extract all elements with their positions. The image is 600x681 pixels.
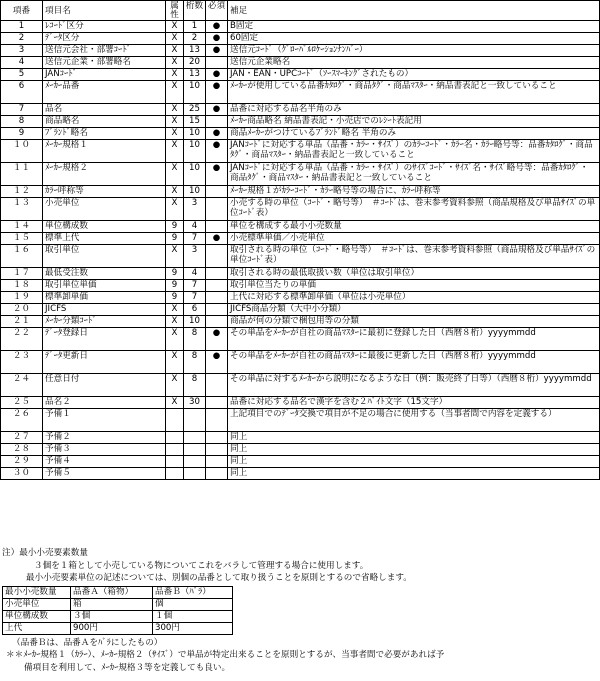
row-no: １１: [1, 163, 43, 186]
notes-line: ３個を１箱として小売している物についてこれをバラして管理する場合に使用します。: [34, 560, 369, 571]
row-item-name: ﾒｰｶｰ分類ｺｰﾄﾞ: [43, 316, 166, 328]
row-digits: 3: [184, 245, 206, 268]
unit-table-cell: １個: [153, 610, 233, 622]
row-required-mark: ●: [206, 128, 228, 140]
row-required-mark: ●: [206, 45, 228, 57]
spec-row: [1, 280, 600, 292]
row-attribute: X: [166, 186, 184, 198]
row-remarks: ﾒｰｶｰが使用している品番ｶﾀﾛｸﾞ・商品ﾀｸﾞ・商品ﾏｽﾀｰ・納品書表記と一致していること: [228, 81, 600, 104]
row-attribute: X: [166, 163, 184, 186]
row-digits: 3: [184, 198, 206, 221]
unit-table-row: [3, 598, 233, 610]
row-required-mark: [206, 432, 228, 444]
row-remarks: 小売する時の単位（ｺｰﾄﾞ・略号等） ＃ｺｰﾄﾞは、巻末参考資料参照（商品規格及び単品ｻｲｽﾞの単位ｺｰﾄﾞ表）: [228, 198, 600, 221]
row-digits: 10: [184, 128, 206, 140]
row-required-mark: [206, 456, 228, 468]
row-remarks: 品番に対応する品名で漢字を含む２ﾊﾞｲﾄ文字（15文字）: [228, 397, 600, 409]
spec-row: [1, 186, 600, 198]
row-no: 7: [1, 104, 43, 116]
row-digits: 7: [184, 233, 206, 245]
row-no: １５: [1, 233, 43, 245]
row-no: １６: [1, 245, 43, 268]
row-remarks: 同上: [228, 444, 600, 456]
row-no: ２１: [1, 316, 43, 328]
row-required-mark: ●: [206, 69, 228, 81]
row-attribute: X: [166, 57, 184, 69]
row-required-mark: ●: [206, 328, 228, 351]
row-required-mark: ●: [206, 140, 228, 163]
row-remarks: その単品に対するﾒｰｶｰから説明になるような日（例：販売終了日等）（西暦８桁）yyyymmdd: [228, 374, 600, 397]
unit-table-cell: 品番Ａ（箱物）: [71, 586, 153, 598]
row-item-name: 取引単位単価: [43, 280, 166, 292]
row-no: 8: [1, 116, 43, 128]
unit-table-cell: 品番Ｂ（ﾊﾞﾗ）: [153, 586, 233, 598]
row-item-name: 予備５: [43, 468, 166, 480]
row-remarks: 商品が何の分類で梱包用等の分類: [228, 316, 600, 328]
row-attribute: 9: [166, 221, 184, 233]
row-remarks: JICFS商品分類（大中小分類）: [228, 304, 600, 316]
row-item-name: ｶﾗｰ呼称等: [43, 186, 166, 198]
row-digits: 15: [184, 116, 206, 128]
row-item-name: ﾌﾞﾗﾝﾄﾞ略名: [43, 128, 166, 140]
row-required-mark: [206, 292, 228, 304]
row-remarks: 単位を構成する最小小売数量: [228, 221, 600, 233]
row-attribute: [166, 468, 184, 480]
row-digits: [184, 456, 206, 468]
row-no: 2: [1, 33, 43, 45]
row-item-name: ﾒｰｶｰ規格１: [43, 140, 166, 163]
row-attribute: X: [166, 374, 184, 397]
spec-row: [1, 397, 600, 409]
row-digits: 4: [184, 268, 206, 280]
spec-row: [1, 468, 600, 480]
row-digits: 8: [184, 328, 206, 351]
row-required-mark: [206, 186, 228, 198]
spec-row: [1, 57, 600, 69]
spec-row: [1, 21, 600, 33]
row-no: ２２: [1, 328, 43, 351]
notes-line: ＊＊ﾒｰｶｰ規格１（ｶﾗｰ）、ﾒｰｶｰ規格２（ｻｲｽﾞ）で単品が特定出来ることを原則とするが、当事者間で必要があれば予: [6, 650, 445, 660]
row-required-mark: [206, 304, 228, 316]
header-required: 必須: [206, 1, 228, 21]
unit-table-cell: 900円: [71, 622, 153, 634]
row-required-mark: ●: [206, 81, 228, 104]
spec-row: [1, 140, 600, 163]
row-attribute: [166, 456, 184, 468]
spec-row: [1, 163, 600, 186]
row-attribute: X: [166, 245, 184, 268]
row-required-mark: ●: [206, 233, 228, 245]
row-attribute: X: [166, 304, 184, 316]
spec-row: [1, 116, 600, 128]
row-attribute: X: [166, 81, 184, 104]
row-remarks: ﾒｰｶｰ規格１がｶﾗｰｺｰﾄﾞ・ｶﾗｰ略号等の場合に、ｶﾗｰ呼称等: [228, 186, 600, 198]
row-remarks: JAN・EAN・UPCｺｰﾄﾞ（ｿｰｽﾏｰｷﾝｸﾞされたもの）: [228, 69, 600, 81]
row-item-name: 商品略名: [43, 116, 166, 128]
row-attribute: X: [166, 33, 184, 45]
row-digits: [184, 409, 206, 432]
row-no: 1: [1, 21, 43, 33]
row-digits: 2: [184, 33, 206, 45]
row-remarks: その単品をﾒｰｶｰが自社の商品ﾏｽﾀｰに最後に更新した日（西暦８桁）yyyymmdd: [228, 351, 600, 374]
row-no: ３０: [1, 468, 43, 480]
row-required-mark: [206, 280, 228, 292]
row-digits: 13: [184, 69, 206, 81]
row-no: １２: [1, 186, 43, 198]
row-required-mark: [206, 198, 228, 221]
notes-line: 備項目を利用して、ﾒｰｶｰ規格３等を定義しても良い。: [24, 662, 231, 673]
row-attribute: X: [166, 21, 184, 33]
row-item-name: JICFS: [43, 304, 166, 316]
unit-table-row: [3, 622, 233, 634]
row-item-name: 予備１: [43, 409, 166, 432]
row-required-mark: [206, 221, 228, 233]
row-no: １７: [1, 268, 43, 280]
spec-row: [1, 409, 600, 432]
row-attribute: X: [166, 104, 184, 116]
row-required-mark: ●: [206, 33, 228, 45]
row-digits: 4: [184, 221, 206, 233]
row-remarks: 同上: [228, 432, 600, 444]
row-no: １０: [1, 140, 43, 163]
row-item-name: 最低受注数: [43, 268, 166, 280]
row-remarks: 送信元企業略名: [228, 57, 600, 69]
spec-row: [1, 374, 600, 397]
row-digits: 10: [184, 163, 206, 186]
row-no: ２８: [1, 444, 43, 456]
spec-row: [1, 444, 600, 456]
row-attribute: X: [166, 128, 184, 140]
row-attribute: 9: [166, 268, 184, 280]
row-item-name: ﾃﾞｰﾀ登録日: [43, 328, 166, 351]
row-remarks: 同上: [228, 456, 600, 468]
row-digits: 8: [184, 374, 206, 397]
spec-header-row: [1, 1, 600, 21]
row-no: ２７: [1, 432, 43, 444]
spec-row: [1, 245, 600, 268]
row-digits: 1: [184, 21, 206, 33]
spec-row: [1, 221, 600, 233]
row-item-name: 任意日付: [43, 374, 166, 397]
unit-table-cell: 300円: [153, 622, 233, 634]
row-required-mark: ●: [206, 351, 228, 374]
row-remarks: B固定: [228, 21, 600, 33]
header-digits: 桁数: [184, 1, 206, 21]
row-digits: 25: [184, 104, 206, 116]
row-item-name: 予備３: [43, 444, 166, 456]
row-remarks: 上記項目でのﾃﾞｰﾀ交換で項目が不足の場合に使用する（当事者間で内容を定義する）: [228, 409, 600, 432]
row-digits: 10: [184, 316, 206, 328]
row-attribute: X: [166, 316, 184, 328]
row-item-name: ﾃﾞｰﾀ区分: [43, 33, 166, 45]
row-required-mark: ●: [206, 21, 228, 33]
row-required-mark: [206, 316, 228, 328]
row-no: １４: [1, 221, 43, 233]
row-attribute: X: [166, 198, 184, 221]
unit-table-cell: 箱: [71, 598, 153, 610]
row-no: 3: [1, 45, 43, 57]
row-attribute: X: [166, 351, 184, 374]
unit-table-row: [3, 610, 233, 622]
row-remarks: 上代に対応する標準卸単価（単位は小売単位）: [228, 292, 600, 304]
row-attribute: X: [166, 45, 184, 57]
row-item-name: ﾒｰｶｰ規格２: [43, 163, 166, 186]
spec-row: [1, 69, 600, 81]
row-attribute: X: [166, 140, 184, 163]
header-item-name: 項目名: [43, 1, 166, 21]
spec-row: [1, 198, 600, 221]
spec-row: [1, 33, 600, 45]
spec-row: [1, 45, 600, 57]
spec-row: [1, 456, 600, 468]
unit-table-cell: 小売単位: [3, 598, 71, 610]
row-item-name: ﾒｰｶｰ品番: [43, 81, 166, 104]
row-item-name: 予備４: [43, 456, 166, 468]
spec-row: [1, 128, 600, 140]
row-digits: [184, 444, 206, 456]
row-remarks: 取引される時の単位（ｺｰﾄﾞ・略号等） ＃ｺｰﾄﾞは、巻末参考資料参照（商品規格及び単品ｻｲｽﾞの単位ｺｰﾄﾞ表）: [228, 245, 600, 268]
row-remarks: JANｺｰﾄﾞに対応する単品（品番・ｶﾗｰ・ｻｲｽﾞ）のｶﾗｰｺｰﾄﾞ・ｶﾗｰ名・ｶﾗｰ略号等：品番ｶﾀﾛｸﾞ・商品ﾀｸﾞ・商品ﾏｽﾀｰ・納品書表記と一致していること: [228, 140, 600, 163]
spec-row: [1, 233, 600, 245]
notes-line: （品番Ｂは、品番Ａをﾊﾞﾗにしたもの）: [12, 637, 163, 648]
row-remarks: 小売標準単価／小売単位: [228, 233, 600, 245]
spec-row: [1, 328, 600, 351]
header-remarks: 補足: [228, 1, 600, 21]
row-no: ２５: [1, 397, 43, 409]
spec-row: [1, 304, 600, 316]
row-no: １９: [1, 292, 43, 304]
row-digits: [184, 468, 206, 480]
row-remarks: 送信元ｺｰﾄﾞ（ｸﾞﾛｰﾊﾞﾙﾛｹｰｼｮﾝﾅﾝﾊﾞｰ）: [228, 45, 600, 57]
row-item-name: 標準上代: [43, 233, 166, 245]
row-attribute: [166, 409, 184, 432]
unit-table-cell: 上代: [3, 622, 71, 634]
row-item-name: 取引単位: [43, 245, 166, 268]
row-attribute: [166, 444, 184, 456]
unit-table-cell: 個: [153, 598, 233, 610]
row-digits: [184, 432, 206, 444]
header-attribute: 属性: [166, 1, 184, 21]
row-digits: 7: [184, 280, 206, 292]
row-required-mark: [206, 374, 228, 397]
header-no: 項番: [1, 1, 43, 21]
row-attribute: 9: [166, 233, 184, 245]
row-attribute: X: [166, 397, 184, 409]
spec-row: [1, 432, 600, 444]
row-digits: 7: [184, 292, 206, 304]
row-attribute: X: [166, 116, 184, 128]
row-required-mark: ●: [206, 163, 228, 186]
unit-table-cell: 最小小売数量: [3, 586, 71, 598]
spec-row: [1, 81, 600, 104]
row-required-mark: [206, 409, 228, 432]
row-item-name: 品名２: [43, 397, 166, 409]
row-remarks: JANｺｰﾄﾞに対応する単品（品番・ｶﾗｰ・ｻｲｽﾞ）のｻｲｽﾞｺｰﾄﾞ・ｻｲｽﾞ名・ｻｲｽﾞ略号等：品番ｶﾀﾛｸﾞ・商品ﾀｸﾞ・商品ﾏｽﾀｰ・納品書表記と一致していること: [228, 163, 600, 186]
row-item-name: 品名: [43, 104, 166, 116]
row-digits: 10: [184, 140, 206, 163]
row-required-mark: [206, 444, 228, 456]
row-no: １８: [1, 280, 43, 292]
row-required-mark: ●: [206, 104, 228, 116]
row-item-name: 送信元企業・部署略名: [43, 57, 166, 69]
row-no: 5: [1, 69, 43, 81]
row-no: 4: [1, 57, 43, 69]
row-remarks: 同上: [228, 468, 600, 480]
unit-example-table: [2, 586, 233, 635]
row-no: ２４: [1, 374, 43, 397]
row-digits: 20: [184, 57, 206, 69]
row-no: １３: [1, 198, 43, 221]
row-no: ２６: [1, 409, 43, 432]
row-item-name: ﾚｺｰﾄﾞ区分: [43, 21, 166, 33]
row-required-mark: [206, 116, 228, 128]
unit-table-cell: ３個: [71, 610, 153, 622]
row-digits: 13: [184, 45, 206, 57]
row-remarks: 60固定: [228, 33, 600, 45]
spec-row: [1, 316, 600, 328]
unit-table-header-row: [3, 586, 233, 598]
row-required-mark: [206, 268, 228, 280]
row-item-name: 小売単位: [43, 198, 166, 221]
row-attribute: 9: [166, 292, 184, 304]
row-item-name: 送信元会社・部署ｺｰﾄﾞ: [43, 45, 166, 57]
row-item-name: JANｺｰﾄﾞ: [43, 69, 166, 81]
row-attribute: 9: [166, 280, 184, 292]
row-no: 6: [1, 81, 43, 104]
row-digits: 8: [184, 351, 206, 374]
row-attribute: [166, 432, 184, 444]
row-remarks: その単品をﾒｰｶｰが自社の商品ﾏｽﾀｰに最初に登録した日（西暦８桁）yyyymmdd: [228, 328, 600, 351]
row-no: 9: [1, 128, 43, 140]
row-digits: 6: [184, 304, 206, 316]
row-no: ２３: [1, 351, 43, 374]
notes-line: 最小小売要素単位の記述については、別個の品番として取り扱うことを原則とするので省略します。: [26, 573, 412, 583]
row-item-name: 単位構成数: [43, 221, 166, 233]
row-remarks: 商品ﾒｰｶｰがつけているﾌﾞﾗﾝﾄﾞ略名 半角のみ: [228, 128, 600, 140]
row-required-mark: [206, 57, 228, 69]
spec-row: [1, 351, 600, 374]
spec-row: [1, 268, 600, 280]
spec-row: [1, 292, 600, 304]
row-digits: 10: [184, 186, 206, 198]
row-item-name: ﾃﾞｰﾀ更新日: [43, 351, 166, 374]
row-item-name: 予備２: [43, 432, 166, 444]
row-no: ２９: [1, 456, 43, 468]
unit-table-cell: 単位構成数: [3, 610, 71, 622]
row-required-mark: [206, 468, 228, 480]
row-remarks: ﾒｰｶｰ商品略名 納品書表記・小売店でのﾚｼｰﾄ表記用: [228, 116, 600, 128]
row-no: ２０: [1, 304, 43, 316]
row-remarks: 取引単位当たりの単価: [228, 280, 600, 292]
row-digits: 10: [184, 81, 206, 104]
row-attribute: X: [166, 69, 184, 81]
notes-title: 注）最小小売要素数量: [2, 548, 88, 558]
row-remarks: 取引される時の最低取扱い数（単位は取引単位）: [228, 268, 600, 280]
row-attribute: X: [166, 328, 184, 351]
row-required-mark: [206, 245, 228, 268]
row-required-mark: [206, 397, 228, 409]
spec-row: [1, 104, 600, 116]
row-remarks: 品番に対応する品名半角のみ: [228, 104, 600, 116]
notes-section: [2, 547, 598, 674]
row-digits: 30: [184, 397, 206, 409]
row-item-name: 標準卸単価: [43, 292, 166, 304]
